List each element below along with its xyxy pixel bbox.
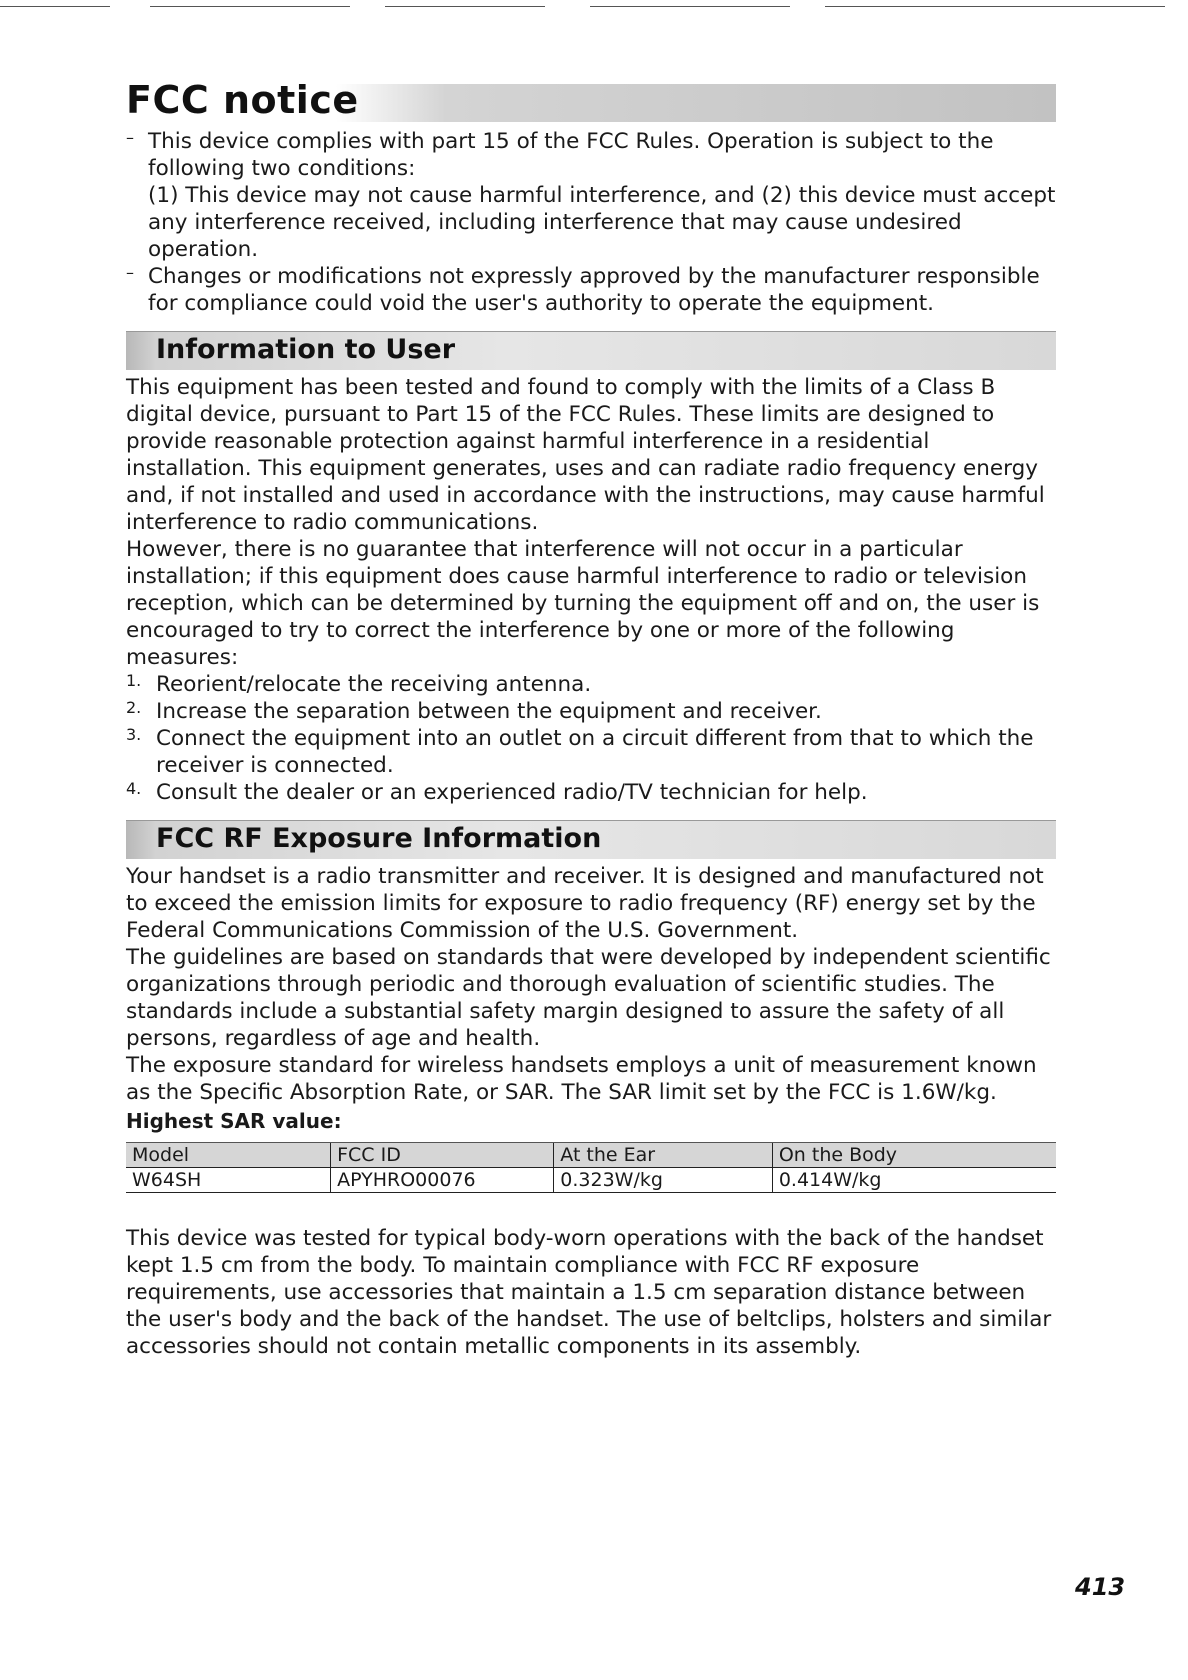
fcc-notice-conditions: (1) This device may not cause harmful interference, and (2) this device must accept any interference received, including interference that may cause undesired operation. — [148, 183, 1056, 262]
rf-exposure-paragraph: This device was tested for typical body-worn operations with the back of the handset kept 1.5 cm from the body. To maintain compliance with FCC RF exposure requirements, use accessories that maintain a 1.5 cm separation distance between the user's body and the back of the handset. The use of beltclips, holsters and similar accessories should not contain metallic components in its assembly. — [126, 1226, 1052, 1359]
top-rule — [825, 6, 1165, 7]
info-to-user-paragraph: This equipment has been tested and found to comply with the limits of a Class B digital device, pursuant to Part 15 of the FCC Rules. These limits are designed to provide reasonable protection against harmful interference in a residential installation. This equipment generates, uses and can radiate radio frequency energy and, if not installed and used in accordance with the instructions, may cause harmful interference to radio communications. — [126, 375, 1045, 535]
rf-exposure-paragraph: The guidelines are based on standards that were developed by independent scientific organizations through periodic and thorough evaluation of scientific studies. The standards include a substantial safety margin designed to assure the safety of all persons, regardless of age and health. — [126, 945, 1051, 1051]
dash-marker: – — [126, 128, 134, 147]
measure-text: Increase the separation between the equipment and receiver. — [156, 699, 822, 724]
sar-header-model: Model — [126, 1143, 331, 1168]
rf-exposure-paragraph: Your handset is a radio transmitter and receiver. It is designed and manufactured not to exceed the emission limits for exposure to radio frequency (RF) energy set by the Federal Communications Commission of the U.S. Government. — [126, 864, 1044, 943]
measure-text: Reorient/relocate the receiving antenna. — [156, 672, 592, 697]
rf-exposure-heading-bar — [126, 820, 1056, 859]
fcc-notice-item — [126, 263, 1056, 317]
sar-cell-on-body: 0.414W/kg — [772, 1168, 1056, 1193]
sar-cell-model: W64SH — [126, 1168, 331, 1193]
measure-number: 2. — [126, 698, 142, 717]
top-rule — [590, 6, 790, 7]
top-rule — [385, 6, 545, 7]
fcc-notice-item — [126, 128, 1056, 263]
fcc-notice-heading: FCC notice — [126, 78, 359, 122]
measure-item — [126, 725, 1056, 779]
measure-item — [126, 671, 1056, 698]
measure-item — [126, 698, 1056, 725]
measure-item — [126, 779, 1056, 806]
sar-cell-fcc-id: APYHRO00076 — [331, 1168, 554, 1193]
fcc-notice-item-text: This device complies with part 15 of the FCC Rules. Operation is subject to the following two conditions: — [148, 129, 994, 181]
sar-header-fcc-id: FCC ID — [331, 1143, 554, 1168]
measure-number: 1. — [126, 671, 142, 690]
top-rule — [150, 6, 350, 7]
dash-marker: – — [126, 263, 134, 282]
document-page — [126, 78, 1056, 1360]
page-number: 413 — [1075, 1573, 1126, 1601]
rf-exposure-paragraph: The exposure standard for wireless handsets employs a unit of measurement known as the Specific Absorption Rate, or SAR. The SAR limit set by the FCC is 1.6W/kg. — [126, 1053, 1037, 1105]
measure-number: 3. — [126, 725, 142, 744]
fcc-notice-heading-bar — [126, 78, 1056, 122]
info-to-user-paragraph: However, there is no guarantee that interference will not occur in a particular installation; if this equipment does cause harmful interference to radio or television reception, which can be determined by turning the equipment off and on, the user is encouraged to try to correct the interference by one or more of the following measures: — [126, 537, 1040, 670]
sar-table-header-row — [126, 1143, 1056, 1168]
rf-exposure-heading: FCC RF Exposure Information — [156, 823, 602, 854]
info-to-user-heading-bar — [126, 331, 1056, 370]
table-row — [126, 1168, 1056, 1193]
sar-header-on-body: On the Body — [772, 1143, 1056, 1168]
sar-table — [126, 1142, 1056, 1193]
sar-title: Highest SAR value: — [126, 1109, 342, 1133]
sar-header-at-ear: At the Ear — [554, 1143, 773, 1168]
top-rule — [0, 6, 110, 7]
info-to-user-heading: Information to User — [156, 334, 456, 365]
fcc-notice-item-text: Changes or modifications not expressly approved by the manufacturer responsible for compliance could void the user's authority to operate the equipment. — [148, 264, 1040, 316]
sar-cell-at-ear: 0.323W/kg — [554, 1168, 773, 1193]
measure-number: 4. — [126, 779, 142, 798]
measure-text: Consult the dealer or an experienced radio/TV technician for help. — [156, 780, 868, 805]
measure-text: Connect the equipment into an outlet on a circuit different from that to which the receiver is connected. — [156, 726, 1034, 778]
